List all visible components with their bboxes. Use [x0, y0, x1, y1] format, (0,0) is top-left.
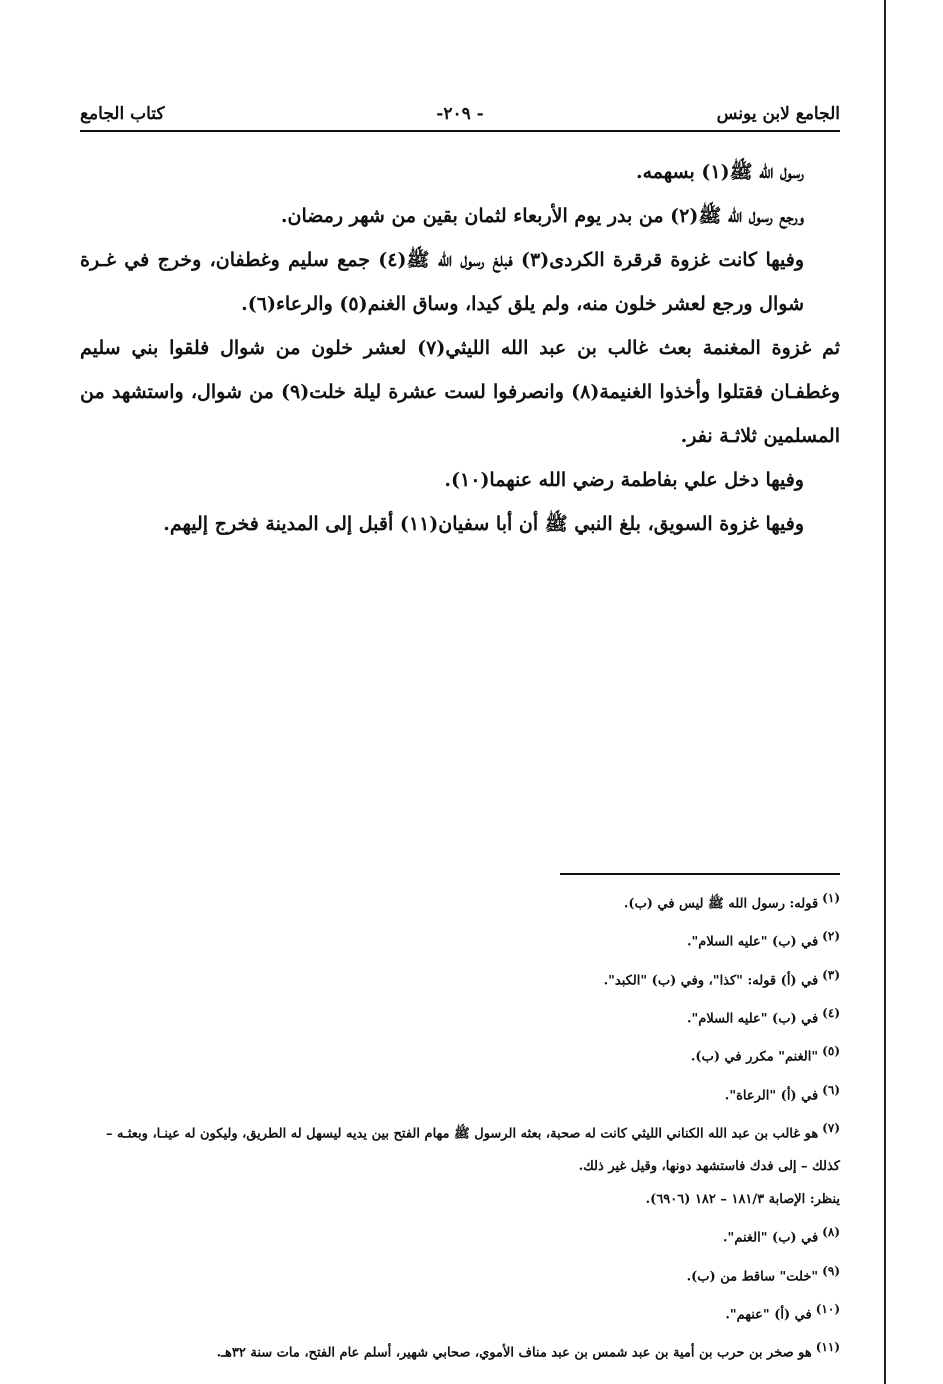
- paragraph: وفيها غزوة السويق، بلغ النبي ﷺ أن أبا سفيان(١١) أقبل إلى المدينة فخرج إليهم.: [163, 513, 804, 535]
- footnotes: [80, 882, 840, 1370]
- footnote: [80, 882, 840, 920]
- footnote-number: (١): [822, 891, 840, 905]
- paragraph: ثم غزوة المغنمة بعث غالب بن عبد الله الليثي(٧) لعشر خلون من شوال فلقوا بني سليم وغطفـان فقتلوا وأخذوا الغنيمة(٨) وانصرفوا لست عشرة ليلة خلت(٩) من شوال، واستشهد من المسلمين ثلاثـة نفر.: [80, 337, 840, 447]
- main-text: [80, 150, 840, 546]
- footnote-number: (٢): [822, 929, 840, 944]
- footnote-text: "خلت" ساقط من (ب).: [686, 1268, 819, 1284]
- footnote: [80, 1074, 840, 1112]
- footnote-text: "الغنم" مكرر في (ب).: [690, 1049, 819, 1065]
- footnote: [80, 1255, 840, 1293]
- footnote-text: في (ب) "الغنم".: [723, 1230, 819, 1246]
- paragraph: رسول الله ﷺ(١) بسهمه.: [635, 161, 804, 183]
- footnote-continuation: [80, 1150, 840, 1183]
- footnote-text: في (ب) "عليه السلام".: [687, 934, 819, 950]
- footnote-text: في (أ) قوله: "كذا"، وفي (ب) "الكبد".: [603, 972, 819, 988]
- footnote-text: ينظر: الإصابة ١٨١/٣ – ١٨٢ (٦٩٠٦).: [645, 1192, 840, 1208]
- footnote: [80, 920, 840, 958]
- footnote: [80, 997, 840, 1035]
- footnote: [80, 1112, 840, 1150]
- paragraph: وفيها كانت غزوة قرقرة الكردى(٣) فبلغ رسول الله ﷺ(٤) جمع سليم وغطفان، وخرج في غـرة شوال ورجع لعشر خلون منه، ولم يلق كيدا، وساق الغنم(٥) والرعاء(٦).: [80, 249, 804, 315]
- footnote-number: (١٠): [815, 1301, 840, 1316]
- footnote-text: في (أ) "عنهم".: [725, 1307, 812, 1323]
- footnote-number: (٧): [822, 1120, 840, 1135]
- footnote: [80, 959, 840, 997]
- footnote-text: هو صخر بن حرب بن أمية بن عبد شمس بن عبد مناف الأموي، صحابي شهير، أسلم عام الفتح، مات سنة ٣٢هـ.: [216, 1345, 812, 1361]
- footnote: [80, 1216, 840, 1254]
- footnote-number: (٦): [822, 1082, 840, 1097]
- header-section-title: كتاب الجامع: [80, 104, 165, 124]
- footnote-separator: [560, 873, 840, 875]
- footnote-number: (٨): [822, 1225, 840, 1240]
- footnote-number: (١١): [815, 1340, 840, 1355]
- page-binding-line: [884, 0, 886, 1384]
- footnote-text: في (أ) "الرعاة".: [724, 1087, 819, 1103]
- footnote: [80, 1331, 840, 1369]
- footnote: [80, 1293, 840, 1331]
- footnote-text: كذلك – إلى فدك فاستشهد دونها، وقيل غير ذلك.: [578, 1159, 840, 1175]
- footnote: [80, 1035, 840, 1073]
- header-book-title: الجامع لابن يونس: [716, 104, 840, 124]
- footnote-text: في (ب) "عليه السلام".: [687, 1011, 819, 1027]
- footnote-number: (٤): [822, 1005, 840, 1020]
- footnote-number: (٩): [822, 1263, 840, 1278]
- footnote-text: قوله: رسول الله ﷺ ليس في (ب).: [623, 896, 819, 912]
- book-page: [80, 0, 840, 1384]
- footnote-reference: [80, 1183, 840, 1216]
- footnote-text: هو غالب بن عبد الله الكناني الليثي كانت له صحبة، بعثه الرسول ﷺ مهام الفتح بين يديه ليسهل له الطريق، وليكون له عينـا، وبعثـه –: [106, 1126, 819, 1142]
- paragraph: ورجع رسول الله ﷺ(٢) من بدر يوم الأربعاء لثمان بقين من شهر رمضان.: [280, 205, 804, 227]
- page-number: - ٢٠٩-: [436, 104, 484, 124]
- paragraph: وفيها دخل علي بفاطمة رضي الله عنهما(١٠).: [444, 469, 804, 491]
- footnote-number: (٣): [822, 967, 840, 982]
- footnote-number: (٥): [822, 1044, 840, 1059]
- running-header: [80, 100, 840, 132]
